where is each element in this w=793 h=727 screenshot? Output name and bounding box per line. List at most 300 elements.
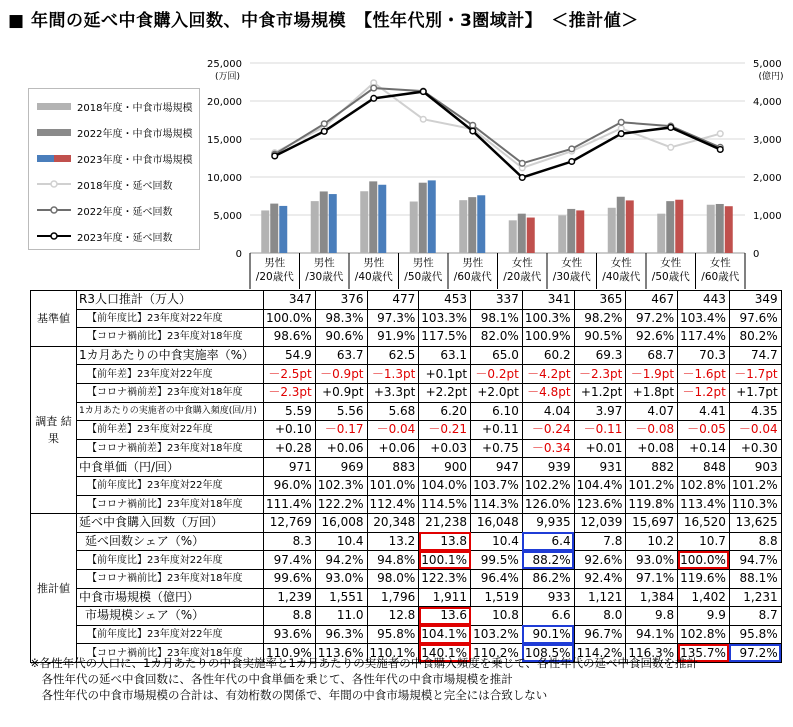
- table-cell: －0.17: [315, 421, 367, 440]
- table-cell: 7.8: [574, 532, 626, 551]
- bar: [657, 214, 665, 253]
- table-cell: +0.08: [626, 439, 678, 458]
- table-cell: －1.3pt: [367, 365, 419, 384]
- table-cell: 8.7: [729, 607, 781, 626]
- table-cell: 16,048: [471, 514, 523, 533]
- table-cell: 10.2: [626, 532, 678, 551]
- table-cell: +2.2pt: [419, 383, 471, 402]
- page-title: ■ 年間の延べ中食購入回数、中食市場規模 【性年代別・3圏域計】 ＜推計値＞: [8, 11, 639, 31]
- bar: [626, 200, 634, 253]
- table-cell: 365: [574, 291, 626, 310]
- row-label: 【前年度比】23年度対22年度: [77, 309, 264, 328]
- table-cell: 113.6%: [315, 644, 367, 663]
- legend-item: [37, 99, 192, 113]
- table-cell: 337: [471, 291, 523, 310]
- table-cell: +1.8pt: [626, 383, 678, 402]
- table-cell: 101.0%: [367, 476, 419, 495]
- table-row: [31, 365, 782, 384]
- data-point: [569, 159, 575, 165]
- table-cell: 13,625: [729, 514, 781, 533]
- bar: [378, 185, 386, 253]
- legend-item: [37, 177, 172, 191]
- table-cell: 939: [522, 458, 574, 477]
- data-point: [717, 131, 723, 137]
- data-point: [519, 175, 525, 181]
- table-cell: 116.3%: [626, 644, 678, 663]
- table-cell: 96.0%: [264, 476, 316, 495]
- table-cell: 8.8: [729, 532, 781, 551]
- table-cell: 92.6%: [626, 328, 678, 347]
- table-cell: +0.30: [729, 439, 781, 458]
- table-cell: 13.8: [419, 532, 471, 551]
- table-cell: 93.0%: [626, 551, 678, 570]
- table-cell: 8.8: [264, 607, 316, 626]
- table-cell: 126.0%: [522, 495, 574, 514]
- legend-label: 2022年度・中食市場規模: [77, 128, 193, 140]
- table-cell: 5.56: [315, 402, 367, 421]
- left-axis-unit: (万回): [214, 72, 240, 82]
- table-cell: 3.97: [574, 402, 626, 421]
- table-cell: 467: [626, 291, 678, 310]
- table-cell: 11.0: [315, 607, 367, 626]
- table-cell: 10.4: [315, 532, 367, 551]
- table-cell: 110.3%: [729, 495, 781, 514]
- data-point: [470, 123, 476, 129]
- bar: [608, 208, 616, 253]
- table-cell: 117.5%: [419, 328, 471, 347]
- bar: [477, 195, 485, 253]
- table-cell: 91.9%: [367, 328, 419, 347]
- table-cell: 4.04: [522, 402, 574, 421]
- table-cell: 453: [419, 291, 471, 310]
- table-cell: 1,551: [315, 588, 367, 607]
- table-cell: 8.0: [574, 607, 626, 626]
- row-label: 【コロナ禍前比】23年度対18年度: [77, 644, 264, 663]
- y-tick-label-left: 25,000: [207, 59, 242, 70]
- table-cell: 1,231: [729, 588, 781, 607]
- footnote: 各性年代の延べ中食回数に、各性年代の中食単価を乗じて、各性年代の中食市場規模を推計: [30, 672, 513, 686]
- row-label: 【コロナ禍前比】23年度対18年度: [77, 569, 264, 588]
- table-cell: 82.0%: [471, 328, 523, 347]
- table-cell: 9,935: [522, 514, 574, 533]
- table-cell: 112.4%: [367, 495, 419, 514]
- table-cell: 1,121: [574, 588, 626, 607]
- table-cell: +0.06: [367, 439, 419, 458]
- table-cell: 92.6%: [574, 551, 626, 570]
- table-cell: 97.2%: [729, 644, 781, 663]
- table-cell: +2.0pt: [471, 383, 523, 402]
- x-tick-label: /20歳代: [255, 271, 294, 283]
- right-axis-unit: (億円): [758, 72, 784, 82]
- table-cell: 98.2%: [574, 309, 626, 328]
- table-cell: 101.2%: [626, 476, 678, 495]
- bar: [666, 201, 674, 253]
- table-cell: 10.4: [471, 532, 523, 551]
- table-cell: －1.6pt: [678, 365, 730, 384]
- bar: [527, 218, 535, 253]
- table-cell: 5.59: [264, 402, 316, 421]
- x-tick-label: /40歳代: [602, 271, 641, 283]
- table-cell: 110.9%: [264, 644, 316, 663]
- table-cell: +0.10: [264, 421, 316, 440]
- table-cell: 60.2: [522, 346, 574, 365]
- table-cell: 971: [264, 458, 316, 477]
- table-row: [31, 514, 782, 533]
- table-cell: 102.3%: [315, 476, 367, 495]
- table-cell: +0.14: [678, 439, 730, 458]
- table-cell: +0.9pt: [315, 383, 367, 402]
- legend-item: [37, 151, 192, 165]
- table-cell: 93.6%: [264, 625, 316, 644]
- table-cell: +0.11: [471, 421, 523, 440]
- table-cell: 122.3%: [419, 569, 471, 588]
- table-row: [31, 551, 782, 570]
- table-cell: 62.5: [367, 346, 419, 365]
- data-point: [668, 145, 674, 151]
- table-cell: －1.9pt: [626, 365, 678, 384]
- table-cell: 848: [678, 458, 730, 477]
- y-tick-label-left: 15,000: [207, 135, 242, 146]
- table-cell: 119.6%: [678, 569, 730, 588]
- table-cell: 99.6%: [264, 569, 316, 588]
- y-tick-label-left: 10,000: [207, 173, 242, 184]
- table-cell: 103.4%: [678, 309, 730, 328]
- table-cell: －2.3pt: [574, 365, 626, 384]
- legend-item: [37, 229, 172, 243]
- data-point: [519, 161, 525, 167]
- table-cell: 114.3%: [471, 495, 523, 514]
- table-cell: 102.2%: [522, 476, 574, 495]
- bar: [320, 191, 328, 253]
- table-cell: 12,769: [264, 514, 316, 533]
- table-cell: 93.0%: [315, 569, 367, 588]
- table-cell: 349: [729, 291, 781, 310]
- bar: [311, 201, 319, 253]
- table-cell: 104.4%: [574, 476, 626, 495]
- bar: [576, 210, 584, 253]
- table-cell: 117.4%: [678, 328, 730, 347]
- table-cell: －2.3pt: [264, 383, 316, 402]
- table-cell: 12.8: [367, 607, 419, 626]
- table-cell: 94.2%: [315, 551, 367, 570]
- table-cell: 102.8%: [678, 625, 730, 644]
- section-label: 調査 結果: [31, 346, 77, 513]
- table-cell: 119.8%: [626, 495, 678, 514]
- table-cell: +3.3pt: [367, 383, 419, 402]
- table-cell: 114.5%: [419, 495, 471, 514]
- table-cell: －4.8pt: [522, 383, 574, 402]
- table-cell: 10.7: [678, 532, 730, 551]
- table-cell: 969: [315, 458, 367, 477]
- legend-label: 2023年度・延べ回数: [77, 232, 173, 244]
- table-cell: －0.11: [574, 421, 626, 440]
- row-label: 【前年度比】23年度対22年度: [77, 625, 264, 644]
- legend-label: 2018年度・中食市場規模: [77, 102, 193, 114]
- row-label: 市場規模シェア（%）: [77, 607, 264, 626]
- row-label: 1カ月あたりの実施者の中食購入頻度(回/月): [77, 402, 264, 421]
- table-cell: 54.9: [264, 346, 316, 365]
- data-point: [371, 85, 377, 91]
- table-cell: 103.7%: [471, 476, 523, 495]
- table-cell: 96.4%: [471, 569, 523, 588]
- table-cell: 94.7%: [729, 551, 781, 570]
- table-cell: 4.35: [729, 402, 781, 421]
- data-point: [420, 89, 426, 95]
- x-tick-label: 男性: [264, 257, 286, 269]
- table-cell: 9.9: [678, 607, 730, 626]
- table-cell: 341: [522, 291, 574, 310]
- bar: [428, 180, 436, 253]
- row-label: 【コロナ禍前比】23年度対18年度: [77, 495, 264, 514]
- table-cell: 90.5%: [574, 328, 626, 347]
- data-point: [618, 131, 624, 137]
- row-label: 1カ月あたりの中食実施率（%）: [77, 346, 264, 365]
- x-tick-label: 男性: [462, 257, 484, 269]
- table-cell: 92.4%: [574, 569, 626, 588]
- table-cell: 16,520: [678, 514, 730, 533]
- table-row: [31, 495, 782, 514]
- data-point: [618, 119, 624, 125]
- data-point: [470, 128, 476, 134]
- legend-label: 2018年度・延べ回数: [77, 180, 173, 192]
- table-cell: 99.5%: [471, 551, 523, 570]
- row-label: 【前年度比】23年度対22年度: [77, 476, 264, 495]
- table-cell: 88.1%: [729, 569, 781, 588]
- table-cell: 113.4%: [678, 495, 730, 514]
- table-cell: 100.9%: [522, 328, 574, 347]
- table-cell: 98.6%: [264, 328, 316, 347]
- table-cell: 97.2%: [626, 309, 678, 328]
- table-cell: 4.41: [678, 402, 730, 421]
- footnote: ※各性年代の人口に、1カ月あたりの中食実施率と1カ月あたりの実施者の中食購入頻度を乗じて、各性年代の延べ中食回数を推計: [30, 656, 699, 670]
- table-cell: 95.8%: [729, 625, 781, 644]
- table-cell: 16,008: [315, 514, 367, 533]
- data-point: [717, 147, 723, 153]
- y-tick-label-right: 0: [753, 249, 760, 260]
- table-cell: 110.2%: [471, 644, 523, 663]
- table-cell: 1,384: [626, 588, 678, 607]
- table-cell: 1,796: [367, 588, 419, 607]
- section-label: 推計値: [31, 514, 77, 663]
- table-cell: 74.7: [729, 346, 781, 365]
- table-cell: +1.7pt: [729, 383, 781, 402]
- table-cell: 135.7%: [678, 644, 730, 663]
- row-label: 【コロナ禍前差】23年度対18年度: [77, 383, 264, 402]
- table-row: [31, 569, 782, 588]
- bar: [329, 194, 337, 253]
- bar: [468, 197, 476, 253]
- table-cell: 931: [574, 458, 626, 477]
- row-label: 【コロナ禍前比】23年度対18年度: [77, 328, 264, 347]
- table-cell: 903: [729, 458, 781, 477]
- table-cell: 114.2%: [574, 644, 626, 663]
- row-label: 【前年差】23年度対22年度: [77, 365, 264, 384]
- y-tick-label-right: 2,000: [753, 173, 782, 184]
- row-label: 【前年度比】23年度対22年度: [77, 551, 264, 570]
- x-tick-label: 男性: [412, 257, 434, 269]
- bar: [675, 200, 683, 253]
- table-row: [31, 402, 782, 421]
- table-cell: 900: [419, 458, 471, 477]
- table-cell: 123.6%: [574, 495, 626, 514]
- table-cell: 13.2: [367, 532, 419, 551]
- row-label: R3人口推計（万人）: [77, 291, 264, 310]
- legend-item: [37, 203, 172, 217]
- table-cell: 100.1%: [419, 551, 471, 570]
- table-cell: 70.3: [678, 346, 730, 365]
- table-cell: 65.0: [471, 346, 523, 365]
- table-cell: 6.6: [522, 607, 574, 626]
- x-tick-label: /60歳代: [453, 271, 492, 283]
- table-cell: 6.4: [522, 532, 574, 551]
- table-row: [31, 625, 782, 644]
- table-cell: －0.34: [522, 439, 574, 458]
- row-label: 中食市場規模（億円）: [77, 588, 264, 607]
- x-tick-label: /60歳代: [701, 271, 740, 283]
- legend-label: 2023年度・中食市場規模: [77, 154, 193, 166]
- table-cell: 96.3%: [315, 625, 367, 644]
- table-cell: 882: [626, 458, 678, 477]
- bar: [261, 210, 269, 253]
- table-row: [31, 476, 782, 495]
- table-cell: 98.3%: [315, 309, 367, 328]
- table-cell: 98.0%: [367, 569, 419, 588]
- bar: [279, 206, 287, 253]
- data-point: [321, 121, 327, 127]
- table-cell: 95.8%: [367, 625, 419, 644]
- table-cell: 376: [315, 291, 367, 310]
- table-cell: －0.21: [419, 421, 471, 440]
- table-cell: 100.3%: [522, 309, 574, 328]
- table-cell: －0.04: [367, 421, 419, 440]
- table-cell: 101.2%: [729, 476, 781, 495]
- data-point: [321, 129, 327, 135]
- row-label: 【コロナ禍前差】23年度対18年度: [77, 439, 264, 458]
- table-cell: 111.4%: [264, 495, 316, 514]
- table-row: [31, 532, 782, 551]
- x-tick-label: 男性: [313, 257, 335, 269]
- table-cell: 347: [264, 291, 316, 310]
- table-cell: 8.3: [264, 532, 316, 551]
- table-cell: +0.1pt: [419, 365, 471, 384]
- series-line: [275, 88, 721, 163]
- x-tick-label: 女性: [561, 257, 583, 269]
- table-cell: －4.2pt: [522, 365, 574, 384]
- table-cell: 108.5%: [522, 644, 574, 663]
- x-tick-label: /20歳代: [503, 271, 542, 283]
- table-cell: 94.8%: [367, 551, 419, 570]
- table-cell: 90.6%: [315, 328, 367, 347]
- y-tick-label-right: 3,000: [753, 135, 782, 146]
- data-point: [272, 153, 278, 159]
- bar: [567, 209, 575, 253]
- table-cell: +0.06: [315, 439, 367, 458]
- data-point: [371, 96, 377, 102]
- x-tick-label: 女性: [709, 257, 731, 269]
- table-row: [31, 607, 782, 626]
- bar: [270, 204, 278, 253]
- table-cell: 103.3%: [419, 309, 471, 328]
- table-cell: 94.1%: [626, 625, 678, 644]
- table-cell: 102.8%: [678, 476, 730, 495]
- x-tick-label: /50歳代: [404, 271, 443, 283]
- table-cell: +0.03: [419, 439, 471, 458]
- table-cell: 63.1: [419, 346, 471, 365]
- table-cell: 10.8: [471, 607, 523, 626]
- table-cell: 20,348: [367, 514, 419, 533]
- bar: [419, 183, 427, 253]
- table-cell: 88.2%: [522, 551, 574, 570]
- table-cell: 933: [522, 588, 574, 607]
- table-cell: 122.2%: [315, 495, 367, 514]
- table-cell: －1.2pt: [678, 383, 730, 402]
- legend-item: [37, 125, 192, 139]
- table-cell: 86.2%: [522, 569, 574, 588]
- x-tick-label: 男性: [363, 257, 385, 269]
- table-cell: 100.0%: [264, 309, 316, 328]
- x-tick-label: /30歳代: [552, 271, 591, 283]
- table-cell: 1,239: [264, 588, 316, 607]
- table-cell: 21,238: [419, 514, 471, 533]
- table-cell: 9.8: [626, 607, 678, 626]
- x-tick-label: /50歳代: [651, 271, 690, 283]
- y-tick-label-right: 4,000: [753, 97, 782, 108]
- table-cell: 104.1%: [419, 625, 471, 644]
- table-cell: 883: [367, 458, 419, 477]
- data-table: [30, 290, 782, 663]
- row-label: 延べ中食購入回数（万回）: [77, 514, 264, 533]
- table-row: [31, 328, 782, 347]
- table-row: [31, 383, 782, 402]
- data-point: [420, 116, 426, 122]
- bar: [459, 200, 467, 253]
- table-cell: +1.2pt: [574, 383, 626, 402]
- table-cell: －0.9pt: [315, 365, 367, 384]
- row-label: 延べ回数シェア（%）: [77, 532, 264, 551]
- table-cell: 5.68: [367, 402, 419, 421]
- table-cell: +0.75: [471, 439, 523, 458]
- table-cell: 97.1%: [626, 569, 678, 588]
- table-cell: 103.2%: [471, 625, 523, 644]
- y-tick-label-right: 5,000: [753, 59, 782, 70]
- table-row: [31, 458, 782, 477]
- footnote: 各性年代の中食市場規模の合計は、有効桁数の関係で、年間の中食市場規模と完全には合致しない: [30, 688, 548, 702]
- bar: [707, 205, 715, 253]
- table-cell: 4.07: [626, 402, 678, 421]
- series-line: [275, 92, 721, 178]
- table-cell: 443: [678, 291, 730, 310]
- y-tick-label-left: 20,000: [207, 97, 242, 108]
- data-point: [668, 125, 674, 131]
- y-tick-label-right: 1,000: [753, 211, 782, 222]
- table-cell: 80.2%: [729, 328, 781, 347]
- bar: [360, 191, 368, 253]
- section-label: 基準値: [31, 291, 77, 347]
- table-cell: 6.20: [419, 402, 471, 421]
- table-cell: 1,911: [419, 588, 471, 607]
- table-cell: 1,402: [678, 588, 730, 607]
- row-label: 【前年差】23年度対22年度: [77, 421, 264, 440]
- bar: [617, 197, 625, 253]
- bar: [558, 215, 566, 253]
- row-label: 中食単価（円/回）: [77, 458, 264, 477]
- x-tick-label: /30歳代: [305, 271, 344, 283]
- table-row: [31, 346, 782, 365]
- table-cell: －0.04: [729, 421, 781, 440]
- table-cell: 1,519: [471, 588, 523, 607]
- x-tick-label: 女性: [660, 257, 682, 269]
- y-tick-label-left: 0: [235, 249, 242, 260]
